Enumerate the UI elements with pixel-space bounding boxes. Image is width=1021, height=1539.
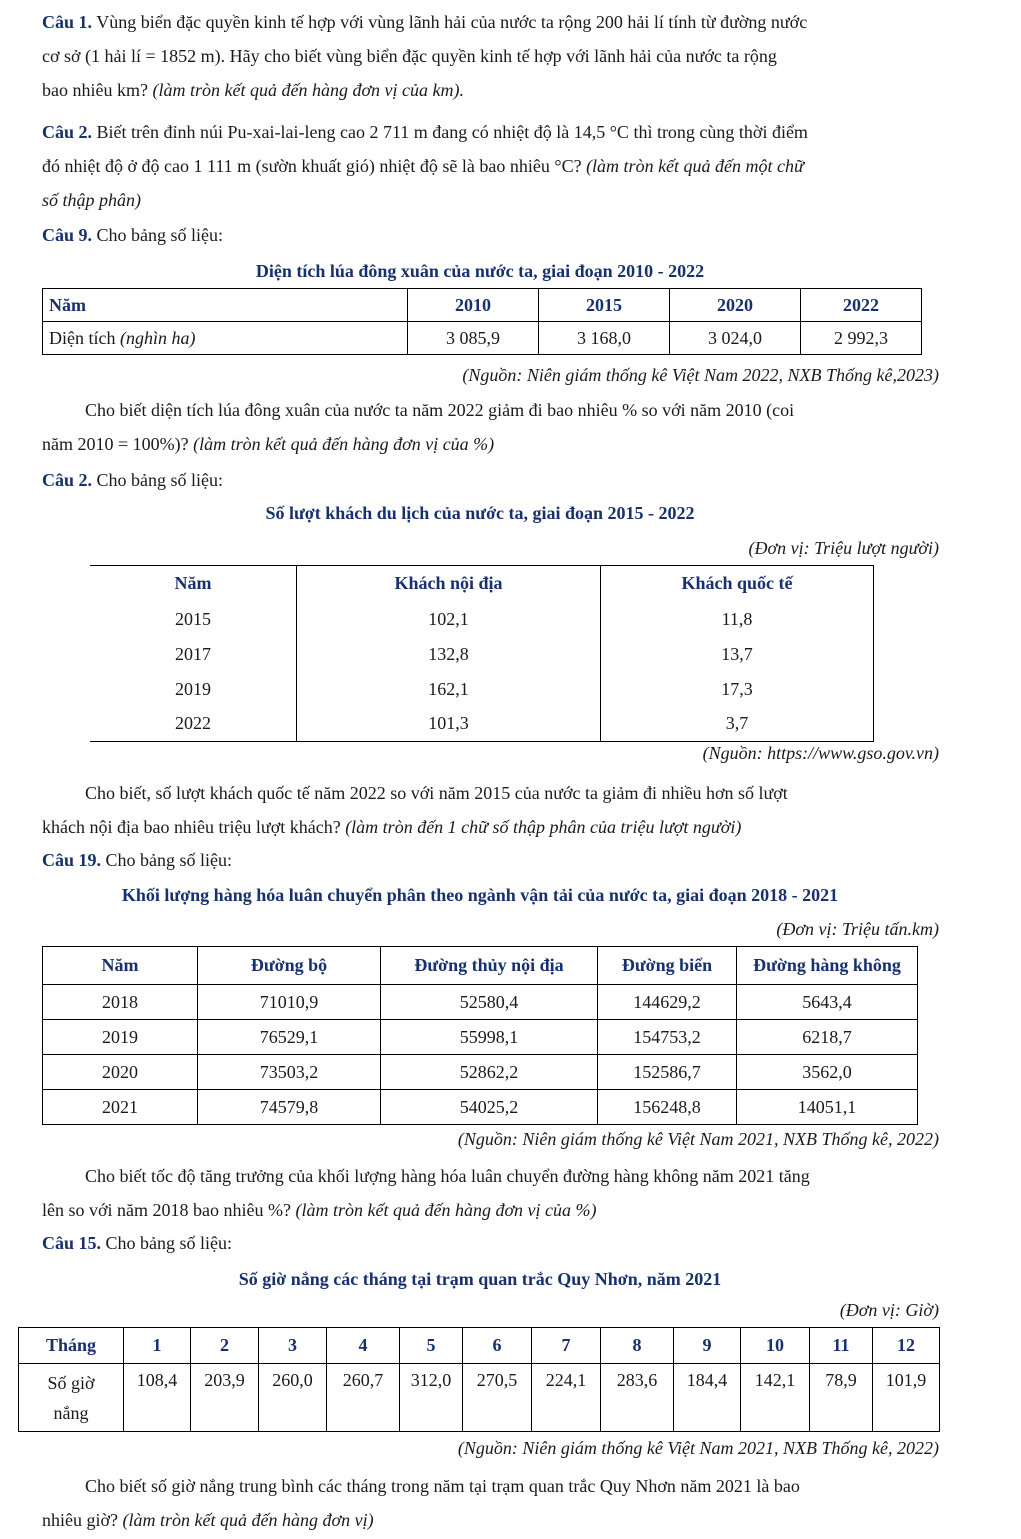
header-cell: 2022	[801, 289, 922, 322]
table-cell: 312,0	[400, 1364, 463, 1432]
tourism-table	[90, 565, 874, 742]
table-title: Diện tích lúa đông xuân của nước ta, giai đoạn 2010 - 2022	[255, 261, 705, 281]
header-cell: 7	[532, 1328, 601, 1364]
header-cell: 4	[327, 1328, 400, 1364]
question-text: năm 2010 = 100%)?	[42, 434, 189, 454]
table-row	[43, 322, 922, 355]
table-source: (Nguồn: Niên giám thống kê Việt Nam 2022, NXB Thống kê,2023)	[462, 365, 939, 385]
table-cell: 2 992,3	[801, 322, 922, 355]
rounding-note: (làm tròn kết quả đến hàng đơn vị)	[122, 1510, 374, 1530]
question-text: Vùng biển đặc quyền kinh tế hợp với vùng lãnh hải của nước ta rộng 200 hải lí tính từ đường nước	[96, 12, 808, 32]
question-2-tourism-body	[42, 776, 982, 844]
freight-table	[42, 946, 918, 1125]
table-cell: 17,3	[601, 672, 874, 707]
header-cell: 9	[674, 1328, 741, 1364]
row-unit: (nghìn ha)	[119, 327, 196, 348]
rice-area-table	[42, 288, 922, 355]
question-text: Cho biết tốc độ tăng trưởng của khối lượng hàng hóa luân chuyển đường hàng không năm 2021 tăng	[85, 1166, 810, 1186]
question-text: lên so với năm 2018 bao nhiêu %?	[42, 1200, 291, 1220]
table-cell: 203,9	[191, 1364, 259, 1432]
question-15-label	[42, 1226, 232, 1260]
header-cell: Khách quốc tế	[601, 566, 874, 602]
table-cell: 5643,4	[737, 985, 918, 1020]
header-cell: Năm	[43, 947, 198, 985]
header-cell: Đường bộ	[198, 947, 381, 985]
table-cell: 132,8	[297, 637, 601, 672]
table-cell: 2021	[43, 1090, 198, 1125]
question-text: Cho biết số giờ nắng trung bình các tháng trong năm tại trạm quan trắc Quy Nhơn năm 2021 là bao	[85, 1476, 800, 1496]
header-cell: Năm	[43, 289, 408, 322]
table-row	[90, 637, 874, 672]
table-cell: 270,5	[463, 1364, 532, 1432]
table-row	[43, 1020, 918, 1055]
question-15-body	[42, 1469, 982, 1537]
table-cell: 260,0	[259, 1364, 327, 1432]
question-intro: Cho bảng số liệu:	[96, 225, 224, 245]
table-header-row	[19, 1328, 940, 1364]
table-cell: 152586,7	[598, 1055, 737, 1090]
rounding-note: (làm tròn đến 1 chữ số thập phân của triệu lượt người)	[345, 817, 742, 837]
header-cell: 2010	[408, 289, 539, 322]
table-cell: 2020	[43, 1055, 198, 1090]
question-2-tourism-label	[42, 463, 223, 497]
header-cell: 3	[259, 1328, 327, 1364]
table-source: (Nguồn: Niên giám thống kê Việt Nam 2021, NXB Thống kê, 2022)	[457, 1438, 939, 1458]
question-text: Cho biết diện tích lúa đông xuân của nước ta năm 2022 giảm đi bao nhiêu % so với năm 2010 (coi	[85, 400, 795, 420]
row-label-cell	[43, 322, 408, 355]
table-cell: 101,9	[873, 1364, 940, 1432]
table-header-row	[90, 566, 874, 602]
question-1	[42, 5, 982, 107]
question-19-label	[42, 843, 232, 877]
rounding-note: số thập phân)	[42, 190, 141, 210]
table-cell: 142,1	[741, 1364, 810, 1432]
header-cell: Năm	[90, 566, 297, 602]
table-cell: 78,9	[810, 1364, 873, 1432]
table-cell: 3562,0	[737, 1055, 918, 1090]
table-cell: 3,7	[601, 707, 874, 742]
question-text: bao nhiêu km?	[42, 80, 148, 100]
table-unit: (Đơn vị: Triệu lượt người)	[748, 538, 939, 558]
table-cell: 2019	[175, 678, 211, 699]
row-label: Diện tích	[49, 327, 116, 348]
header-cell: 2020	[670, 289, 801, 322]
table-header-row	[43, 947, 918, 985]
row-label-cell	[19, 1364, 124, 1432]
header-cell: Đường hàng không	[737, 947, 918, 985]
table-cell: 260,7	[327, 1364, 400, 1432]
question-label: Câu 15.	[42, 1233, 102, 1253]
header-cell: 6	[463, 1328, 532, 1364]
table-cell: 2019	[43, 1020, 198, 1055]
question-9-label	[42, 218, 223, 252]
table-title: Số giờ nắng các tháng tại trạm quan trắc Quy Nhơn, năm 2021	[238, 1269, 722, 1289]
sunshine-table	[18, 1327, 940, 1432]
question-intro: Cho bảng số liệu:	[105, 1233, 233, 1253]
question-text: đó nhiệt độ ở độ cao 1 111 m (sườn khuất gió) nhiệt độ sẽ là bao nhiêu °C?	[42, 156, 582, 176]
header-cell: Khách nội địa	[297, 566, 601, 602]
table-cell: 3 085,9	[408, 322, 539, 355]
question-text: Cho biết, số lượt khách quốc tế năm 2022 so với năm 2015 của nước ta giảm đi nhiều hơn số lượt	[85, 783, 788, 803]
header-cell: 2015	[539, 289, 670, 322]
header-cell: 5	[400, 1328, 463, 1364]
question-intro: Cho bảng số liệu:	[96, 470, 224, 490]
question-label: Câu 19.	[42, 850, 102, 870]
table-cell: 76529,1	[198, 1020, 381, 1055]
table-source: (Nguồn: Niên giám thống kê Việt Nam 2021, NXB Thống kê, 2022)	[457, 1129, 939, 1149]
question-label: Câu 2.	[42, 470, 93, 490]
table-row	[19, 1364, 940, 1432]
question-19-body	[42, 1159, 982, 1227]
question-label: Câu 2.	[42, 122, 93, 142]
table-unit: (Đơn vị: Triệu tấn.km)	[776, 919, 939, 939]
table-cell: 283,6	[601, 1364, 674, 1432]
table-cell: 71010,9	[198, 985, 381, 1020]
table-row	[90, 707, 874, 742]
header-cell: 12	[873, 1328, 940, 1364]
question-2-temperature	[42, 115, 982, 217]
table-cell: 14051,1	[737, 1090, 918, 1125]
table-cell: 101,3	[297, 707, 601, 742]
question-text: khách nội địa bao nhiêu triệu lượt khách?	[42, 817, 341, 837]
question-intro: Cho bảng số liệu:	[105, 850, 233, 870]
table-cell: 224,1	[532, 1364, 601, 1432]
table-row	[43, 1055, 918, 1090]
question-label: Câu 9.	[42, 225, 93, 245]
rounding-note: (làm tròn kết quả đến hàng đơn vị của km).	[152, 80, 465, 100]
question-label: Câu 1.	[42, 12, 93, 32]
table-cell: 2022	[90, 707, 297, 742]
table-cell: 162,1	[297, 672, 601, 707]
table-cell: 55998,1	[381, 1020, 598, 1055]
header-cell: Tháng	[19, 1328, 124, 1364]
table-cell: 52862,2	[381, 1055, 598, 1090]
header-cell: 1	[124, 1328, 191, 1364]
table-row	[90, 602, 874, 637]
rounding-note: (làm tròn kết quả đến hàng đơn vị của %)	[295, 1200, 597, 1220]
table-title: Số lượt khách du lịch của nước ta, giai đoạn 2015 - 2022	[265, 503, 695, 523]
rounding-note: (làm tròn kết quả đến một chữ	[586, 156, 804, 176]
question-text: cơ sở (1 hải lí = 1852 m). Hãy cho biết vùng biển đặc quyền kinh tế hợp với lãnh hải của nước ta rộng	[42, 46, 777, 66]
rounding-note: (làm tròn kết quả đến hàng đơn vị của %)	[193, 434, 495, 454]
table-cell: 2018	[43, 985, 198, 1020]
table-cell: 154753,2	[598, 1020, 737, 1055]
table-unit: (Đơn vị: Giờ)	[839, 1300, 939, 1320]
question-text: Biết trên đỉnh núi Pu-xai-lai-leng cao 2 711 m đang có nhiệt độ là 14,5 °C thì trong cùng thời điểm	[96, 122, 808, 142]
question-9-body	[42, 393, 982, 461]
row-label: nắng	[53, 1402, 89, 1423]
table-cell: 108,4	[124, 1364, 191, 1432]
table-cell: 3 024,0	[670, 322, 801, 355]
table-cell: 13,7	[601, 637, 874, 672]
table-cell: 2017	[175, 643, 211, 664]
table-header-row	[43, 289, 922, 322]
header-cell: 10	[741, 1328, 810, 1364]
table-row	[90, 672, 874, 707]
header-cell: 11	[810, 1328, 873, 1364]
table-cell: 102,1	[297, 602, 601, 637]
table-cell: 73503,2	[198, 1055, 381, 1090]
row-label: Số giờ	[47, 1372, 95, 1393]
table-cell: 144629,2	[598, 985, 737, 1020]
header-cell: Đường thủy nội địa	[381, 947, 598, 985]
header-cell: 8	[601, 1328, 674, 1364]
table-cell: 2015	[175, 608, 211, 629]
table-cell: 184,4	[674, 1364, 741, 1432]
table-cell: 6218,7	[737, 1020, 918, 1055]
table-source: (Nguồn: https://www.gso.gov.vn)	[702, 743, 939, 763]
question-text: nhiêu giờ?	[42, 1510, 118, 1530]
table-row	[43, 985, 918, 1020]
table-row	[43, 1090, 918, 1125]
table-cell: 3 168,0	[539, 322, 670, 355]
table-cell: 74579,8	[198, 1090, 381, 1125]
header-cell: 2	[191, 1328, 259, 1364]
table-cell: 52580,4	[381, 985, 598, 1020]
table-cell: 54025,2	[381, 1090, 598, 1125]
table-cell: 156248,8	[598, 1090, 737, 1125]
table-title: Khối lượng hàng hóa luân chuyển phân theo ngành vận tải của nước ta, giai đoạn 2018 - 2021	[121, 885, 839, 905]
table-cell: 11,8	[601, 602, 874, 637]
header-cell: Đường biển	[598, 947, 737, 985]
